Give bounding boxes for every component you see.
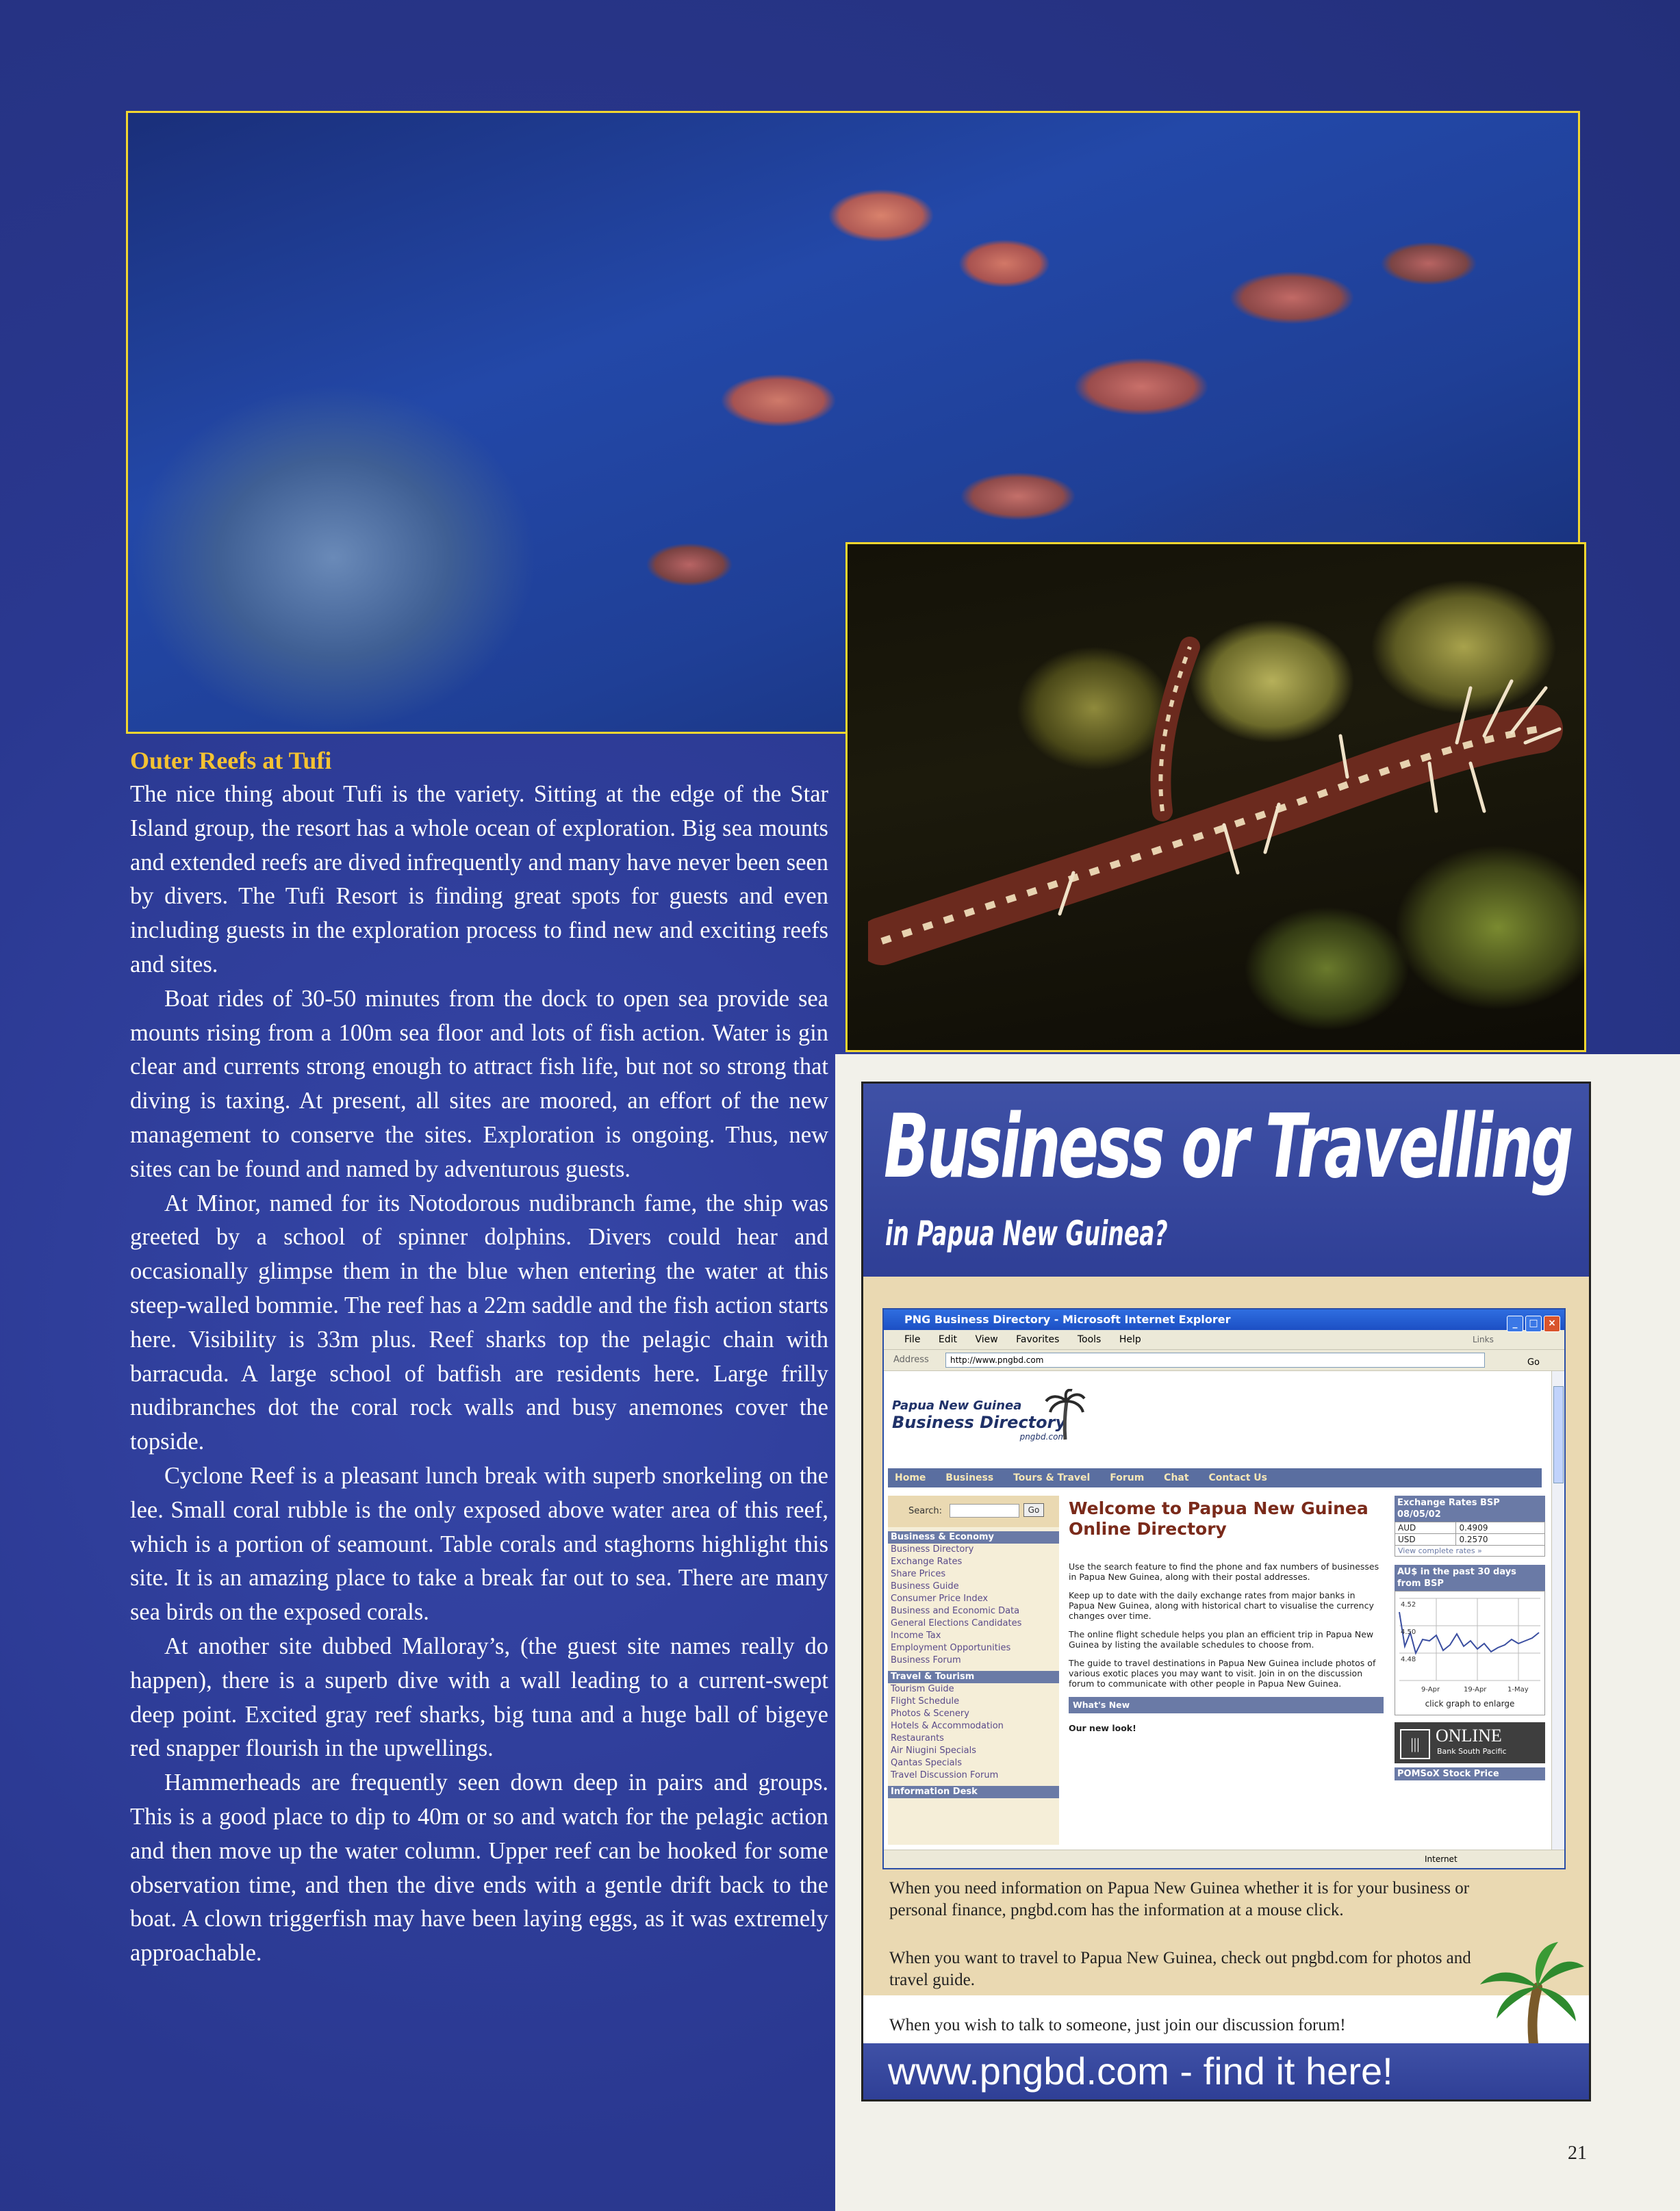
browser-window-screenshot: [882, 1308, 1566, 1869]
rate-chart: [1395, 1591, 1545, 1715]
status-bar: [884, 1850, 1564, 1868]
section-link: Business Guide: [891, 1581, 959, 1592]
section-link: Tourism Guide: [891, 1684, 954, 1694]
menu-tools: Tools: [1077, 1334, 1102, 1345]
nav-tours-travel: Tours & Travel: [1013, 1472, 1091, 1483]
site-right-column: [1395, 1496, 1545, 1780]
section-title: Travel & Tourism: [888, 1671, 1059, 1683]
section-link: Employment Opportunities: [891, 1643, 1011, 1653]
minimize-icon: _: [1507, 1316, 1523, 1332]
pomsox-title: POMSoX Stock Price: [1395, 1767, 1545, 1780]
bsp-label: ONLINE: [1436, 1726, 1502, 1746]
search-go-button: Go: [1023, 1503, 1044, 1517]
maximize-icon: □: [1525, 1316, 1542, 1332]
address-url: http://www.pngbd.com: [945, 1353, 1485, 1368]
ad-footer: www.pngbd.com - find it here!: [863, 2043, 1589, 2099]
ad-text-3: When you wish to talk to someone, just join our discussion forum!: [889, 2016, 1346, 2034]
section-title: Information Desk: [888, 1786, 1059, 1798]
section-link: Share Prices: [891, 1569, 946, 1579]
site-search: [888, 1496, 1059, 1527]
chart-xtick: 1-May: [1507, 1686, 1529, 1694]
ad-header: [863, 1084, 1589, 1277]
rate-value: 0.4909: [1456, 1522, 1545, 1534]
search-label: Search:: [908, 1506, 943, 1516]
address-label: Address: [893, 1355, 929, 1365]
site-nav: [888, 1468, 1542, 1487]
menu-favorites: Favorites: [1016, 1334, 1060, 1345]
logo-line1: Papua New Guinea: [892, 1398, 1022, 1413]
section-link: Qantas Specials: [891, 1758, 963, 1768]
status-zone: Internet: [1425, 1854, 1458, 1864]
ghost-pipefish-illustration: [868, 606, 1566, 989]
nav-home: Home: [895, 1472, 926, 1483]
section-link: Exchange Rates: [891, 1557, 963, 1567]
chart-xtick: 9-Apr: [1421, 1686, 1440, 1694]
whats-new-bar: What's New: [1069, 1697, 1384, 1713]
article-paragraph: Cyclone Reef is a pleasant lunch break with superb snorkeling on the lee. Small coral rubble is the only exposed above water area of this reef, which is a portion of seamount. Table corals and staghorns highlight this site. It is an amazing place to take a break far out to sea. There are many sea birds on the exposed corals.: [130, 1462, 828, 1626]
menu-file: File: [904, 1334, 921, 1345]
bsp-logo-icon: |||: [1400, 1729, 1430, 1759]
logo-line2: Business Directory: [892, 1413, 1067, 1432]
rates-title: Exchange Rates BSP 08/05/02: [1395, 1496, 1545, 1522]
site-left-column: [888, 1496, 1059, 1845]
ad-text-1: When you need information on Papua New Guinea whether it is for your business or personal finance, pngbd.com has the information at a mouse click.: [889, 1879, 1470, 1919]
section-title: Business & Economy: [888, 1531, 1059, 1544]
section-link: Business Directory: [891, 1544, 974, 1555]
rate-currency: AUD: [1395, 1522, 1456, 1534]
chart-caption: click graph to enlarge: [1425, 1699, 1515, 1709]
ad-subtitle: in Papua New Guinea?: [885, 1214, 1168, 1253]
welcome-paragraph: The guide to travel destinations in Papua New Guinea include photos of various exotic places you may want to visit. Join in on the discussion forum to communicate with other people in Papua New Guinea.: [1069, 1658, 1376, 1689]
section-link: Hotels & Accommodation: [891, 1721, 1004, 1731]
section-link: Travel Discussion Forum: [891, 1770, 999, 1780]
chart-xtick: 19-Apr: [1464, 1686, 1487, 1694]
menu-help: Help: [1119, 1334, 1141, 1345]
nav-contact: Contact Us: [1208, 1472, 1268, 1483]
table-row: [1395, 1546, 1545, 1557]
table-row: [1395, 1522, 1545, 1534]
article-paragraph: Hammerheads are frequently seen down deep in pairs and groups. This is a good place to dip to 40m or so and watch for the pelagic action and then move up the water column. Upper reef can be hooked for some observation time, and then the dive ends with a gentle drift back to the boat. A clown triggerfish may have been laying eggs, as it was extremely approachable.: [130, 1769, 828, 1967]
rate-currency: USD: [1395, 1534, 1456, 1546]
chart-ytick: 4.50: [1401, 1628, 1416, 1636]
rates-table: [1395, 1522, 1545, 1557]
welcome-paragraph: Use the search feature to find the phone and fax numbers of businesses in Papua New Guinea, along with their postal addresses.: [1069, 1561, 1379, 1582]
chart-ytick: 4.48: [1401, 1656, 1416, 1663]
menu-bar: [884, 1330, 1564, 1350]
article-heading: Outer Reefs at Tufi: [130, 747, 332, 774]
article-paragraph: At Minor, named for its Notodorous nudibranch fame, the ship was greeted by a school of spinner dolphins. Divers could hear and occasionally glimpse them in the blue when entering the water at this steep-walled bommie. The reef has a 22m saddle and the fish action starts here. Visibility is 33m plus. Reef sharks top the pelagic chain with barracuda. A large school of batfish are residents here. Large frilly nudibranches dot the coral rock walls and busy anemones cover the topside.: [130, 1190, 828, 1455]
nav-chat: Chat: [1164, 1472, 1189, 1483]
scrollbar: [1551, 1371, 1564, 1850]
section-link: Flight Schedule: [891, 1696, 960, 1707]
welcome-paragraph: Keep up to date with the daily exchange rates from major banks in Papua New Guinea, along with historical chart to visualise the currency changes over time.: [1069, 1590, 1374, 1621]
bsp-online-banner: [1395, 1722, 1545, 1763]
rate-value: 0.2570: [1456, 1534, 1545, 1546]
article-paragraph: Boat rides of 30-50 minutes from the dock to open sea provide sea mounts rising from a 100m sea floor and lots of fish action. Water is gin clear and currents strong enough to attract fish life, but not so strong that diving is taxing. At present, all sites are moored, an effort of the new management to conserve the sites. Exploration is ongoing. Thus, new sites can be found and named by adventurous guests.: [130, 985, 828, 1182]
pngbd-advertisement: [861, 1082, 1591, 2101]
article-paragraph: The nice thing about Tufi is the variety. Sitting at the edge of the Star Island group, the resort has a whole ocean of exploration. Big sea mounts and extended reefs are dived infrequently and many have never been seen by divers. The Tufi Resort is finding great spots for guests and even including guests in the exploration process to find new and exciting reefs and sites.: [130, 781, 828, 977]
window-controls: [1505, 1312, 1560, 1333]
article-paragraph: At another site dubbed Malloray’s, (the guest site names really do happen), there is a superb dive with a wall leading to a current-swept deep point. Excited gray reef sharks, big tuna and a huge ball of bigeye red snapper flourish in the upwellings.: [130, 1633, 828, 1762]
site-main-column: [1069, 1496, 1384, 1733]
section-link: Business Forum: [891, 1655, 961, 1665]
section-link: Business and Economic Data: [891, 1606, 1020, 1616]
page-number: 21: [1568, 2143, 1587, 2164]
close-icon: ×: [1544, 1316, 1560, 1332]
palm-logo-icon: [1045, 1389, 1086, 1441]
window-titlebar: [884, 1309, 1564, 1330]
menu-view: View: [975, 1334, 998, 1345]
address-bar: [884, 1350, 1564, 1371]
rate-chart-line: [1399, 1612, 1539, 1653]
site-logo: [892, 1398, 1066, 1442]
welcome-title: Welcome to Papua New Guinea Online Directory: [1069, 1498, 1369, 1539]
ad-title: Business or Travelling: [884, 1096, 1572, 1198]
article-outer-reefs: [130, 746, 828, 1971]
our-new-look: Our new look!: [1069, 1723, 1136, 1733]
chart-title: AU$ in the past 30 days from BSP: [1395, 1565, 1545, 1591]
welcome-paragraph: The online flight schedule helps you plan an efficient trip in Papua New Guinea by listing the available schedules to choose from.: [1069, 1629, 1374, 1650]
menu-edit: Edit: [938, 1334, 958, 1345]
search-input: [950, 1504, 1019, 1518]
nav-business: Business: [945, 1472, 994, 1483]
section-link: Restaurants: [891, 1733, 944, 1743]
links-label: Links: [1473, 1335, 1494, 1344]
photo-ghost-pipefish: [845, 542, 1586, 1052]
logo-line3: pngbd.com: [1019, 1432, 1067, 1442]
section-link: Air Niugini Specials: [891, 1746, 977, 1756]
section-link: Photos & Scenery: [891, 1709, 969, 1719]
rates-more-link: View complete rates »: [1395, 1546, 1545, 1557]
chart-ytick: 4.52: [1401, 1601, 1416, 1609]
section-link: Income Tax: [891, 1631, 941, 1641]
ad-text-2: When you want to travel to Papua New Guinea, check out pngbd.com for photos and travel guide.: [889, 1949, 1471, 1989]
scrollbar-thumb: [1553, 1386, 1564, 1483]
bsp-sub: Bank South Pacific: [1437, 1747, 1507, 1756]
section-link: Consumer Price Index: [891, 1594, 989, 1604]
section-link: General Elections Candidates: [891, 1618, 1022, 1628]
palm-tree-icon: [1476, 1939, 1586, 2056]
nav-forum: Forum: [1110, 1472, 1145, 1483]
window-title: PNG Business Directory - Microsoft Internet Explorer: [904, 1313, 1231, 1326]
table-row: [1395, 1534, 1545, 1546]
go-button-label: Go: [1527, 1357, 1540, 1368]
rate-chart-plot: [1395, 1592, 1544, 1694]
